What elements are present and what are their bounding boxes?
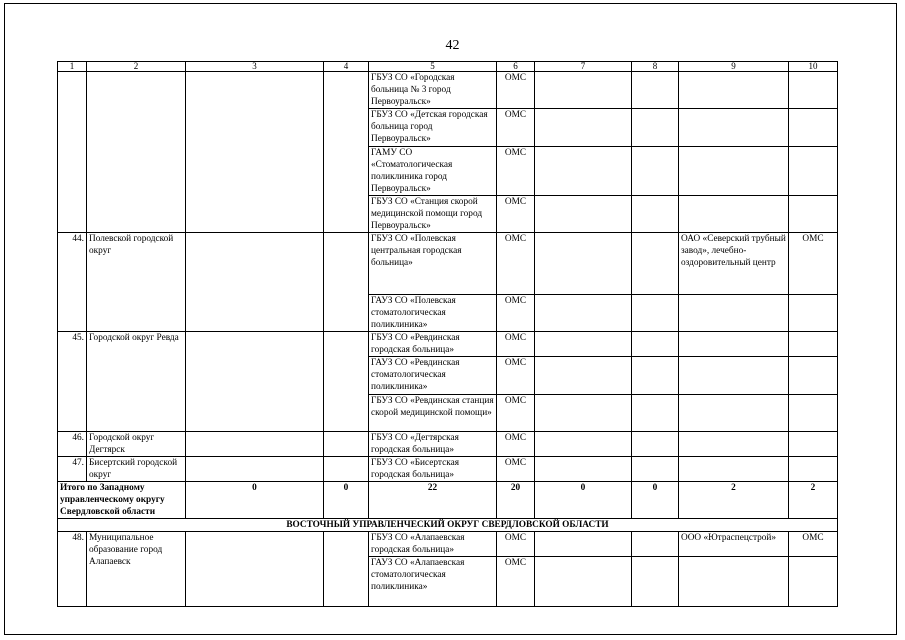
table-row [58,233,838,295]
cell-col4 [324,332,369,432]
cell-col7 [535,332,632,357]
cell-municipality [87,72,186,233]
cell-col8 [632,557,679,607]
cell-col10 [789,147,838,196]
funding-type: ОМС [497,196,535,233]
total-col9: 2 [679,482,789,519]
table-row [58,532,838,557]
page-number: 42 [445,38,460,53]
cell-col9 [679,72,789,109]
cell-col7 [535,557,632,607]
column-number-row [58,62,838,72]
cell-col10 [789,72,838,109]
cell-col9 [679,295,789,332]
column-header: 9 [679,62,789,72]
cell-col9 [679,557,789,607]
section-title: ВОСТОЧНЫЙ УПРАВЛЕНЧЕСКИЙ ОКРУГ СВЕРДЛОВСКОЙ ОБЛАСТИ [58,519,838,532]
column-header: 6 [497,62,535,72]
section-header-row [58,519,838,532]
cell-col8 [632,395,679,432]
total-col6: 20 [497,482,535,519]
table-row [58,432,838,457]
funding-type: ОМС [497,332,535,357]
cell-col4 [324,432,369,457]
cell-col4 [324,532,369,607]
table-row [58,457,838,482]
facility-name: ГАМУ СО «Стоматологическая поликлиника город Первоуральск» [369,147,497,196]
facility-name: ГАУЗ СО «Ревдинская стоматологическая поликлиника» [369,357,497,395]
cell-col7 [535,295,632,332]
cell-col9 [679,357,789,395]
total-col8: 0 [632,482,679,519]
facility-name: ГБУЗ СО «Бисертская городская больница» [369,457,497,482]
cell-col8 [632,332,679,357]
cell-col9 [679,457,789,482]
cell-col9 [679,332,789,357]
column-header: 2 [87,62,186,72]
cell-col8 [632,457,679,482]
cell-col8 [632,72,679,109]
total-col4: 0 [324,482,369,519]
total-col3: 0 [186,482,324,519]
cell-col8 [632,109,679,147]
cell-col10 [789,109,838,147]
funding-type: ОМС [497,295,535,332]
cell-col4 [324,233,369,332]
total-row [58,482,838,519]
column-header: 3 [186,62,324,72]
private-funding-type: ОМС [789,532,838,557]
private-facility-name: ОАО «Северский трубный завод», лечебно-оздоровительный центр [679,233,789,295]
cell-col7 [535,109,632,147]
table-row [58,332,838,357]
funding-type: ОМС [497,357,535,395]
cell-col7 [535,532,632,557]
municipality-name: Полевской городской округ [87,233,186,332]
cell-col3 [186,332,324,432]
cell-col10 [789,357,838,395]
column-header: 10 [789,62,838,72]
column-header: 8 [632,62,679,72]
cell-col7 [535,147,632,196]
cell-col10 [789,395,838,432]
funding-type: ОМС [497,395,535,432]
facility-name: ГАУЗ СО «Полевская стоматологическая поликлиника» [369,295,497,332]
cell-col4 [324,72,369,233]
facility-name: ГБУЗ СО «Ревдинская городская больница» [369,332,497,357]
cell-col7 [535,457,632,482]
facility-name: ГБУЗ СО «Станция скорой медицинской помощи город Первоуральск» [369,196,497,233]
total-col10: 2 [789,482,838,519]
municipality-name: Городской округ Дегтярск [87,432,186,457]
facility-name: ГБУЗ СО «Алапаевская городская больница» [369,532,497,557]
cell-col10 [789,432,838,457]
funding-type: ОМС [497,432,535,457]
cell-col8 [632,532,679,557]
funding-type: ОМС [497,72,535,109]
funding-type: ОМС [497,233,535,295]
cell-col7 [535,72,632,109]
municipality-name: Муниципальное образование город Алапаевск [87,532,186,607]
cell-col7 [535,395,632,432]
cell-col7 [535,432,632,457]
row-number: 44. [58,233,87,332]
facility-name: ГБУЗ СО «Дегтярская городская больница» [369,432,497,457]
row-number: 46. [58,432,87,457]
table-row [58,72,838,109]
cell-col8 [632,432,679,457]
cell-col8 [632,295,679,332]
facility-name: ГБУЗ СО «Ревдинская станция скорой медицинской помощи» [369,395,497,432]
cell-col3 [186,233,324,332]
total-col5: 22 [369,482,497,519]
cell-col9 [679,109,789,147]
private-facility-name: ООО «Ютраспецстрой» [679,532,789,557]
cell-col10 [789,196,838,233]
column-header: 7 [535,62,632,72]
cell-col3 [186,532,324,607]
cell-col10 [789,457,838,482]
cell-col8 [632,147,679,196]
cell-col10 [789,332,838,357]
facility-name: ГБУЗ СО «Городская больница № 3 город Первоуральск» [369,72,497,109]
cell-col9 [679,147,789,196]
funding-type: ОМС [497,147,535,196]
cell-col7 [535,233,632,295]
row-number: 48. [58,532,87,607]
column-header: 1 [58,62,87,72]
cell-col10 [789,557,838,607]
facility-name: ГБУЗ СО «Детская городская больница город Первоуральск» [369,109,497,147]
cell-num [58,72,87,233]
funding-type: ОМС [497,109,535,147]
facilities-table [57,61,838,607]
funding-type: ОМС [497,457,535,482]
facility-name: ГБУЗ СО «Полевская центральная городская больница» [369,233,497,295]
cell-col4 [324,457,369,482]
cell-col9 [679,395,789,432]
municipality-name: Бисертский городской округ [87,457,186,482]
cell-col3 [186,457,324,482]
cell-col3 [186,432,324,457]
funding-type: ОМС [497,557,535,607]
total-label: Итого по Западному управленческому округу Свердловской области [58,482,186,519]
cell-col8 [632,196,679,233]
cell-col8 [632,233,679,295]
cell-col3 [186,72,324,233]
row-number: 47. [58,457,87,482]
facility-name: ГАУЗ СО «Алапаевская стоматологическая поликлиника» [369,557,497,607]
column-header: 5 [369,62,497,72]
row-number: 45. [58,332,87,432]
municipality-name: Городской округ Ревда [87,332,186,432]
cell-col8 [632,357,679,395]
funding-type: ОМС [497,532,535,557]
cell-col9 [679,196,789,233]
cell-col9 [679,432,789,457]
column-header: 4 [324,62,369,72]
private-funding-type: ОМС [789,233,838,295]
total-col7: 0 [535,482,632,519]
cell-col7 [535,357,632,395]
cell-col7 [535,196,632,233]
cell-col10 [789,295,838,332]
